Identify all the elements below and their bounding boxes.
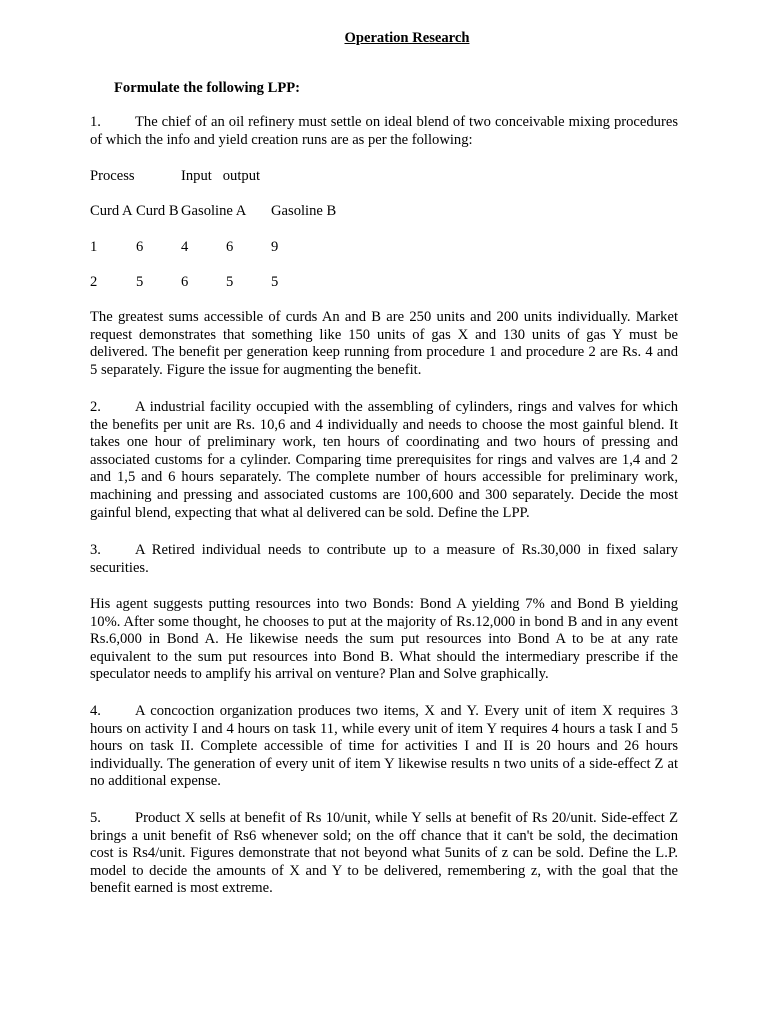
question-2-number: 2.: [90, 399, 101, 415]
question-5-text: Product X sells at benefit of Rs 10/unit, while Y sells at benefit of Rs 20/unit. Side-effect Z brings a unit benefit of Rs6 whenever sold; on the off chance that it can't be sold, the decimation cost is Rs4/unit. Figures demonstrate that not beyond what 5units of z can be sold. Define the L.P. model to decide the amounts of X and Y to be delivered, remembering z, with the goal that the benefit earned is most extreme.: [90, 810, 678, 897]
table-cell: 6: [136, 239, 144, 255]
question-4: [90, 703, 678, 791]
question-1-number: 1.: [90, 114, 101, 130]
table-cell: 5: [226, 274, 234, 290]
table-cell: 5: [271, 274, 279, 290]
table-header-input-output: Input output: [181, 168, 261, 184]
table-col-curd-a: Curd A: [90, 203, 133, 219]
table-col-gasoline-b: Gasoline B: [271, 203, 337, 219]
question-3-number: 3.: [90, 542, 101, 558]
table-cell: 6: [181, 274, 189, 290]
table-cell: 4: [181, 239, 189, 255]
question-4-text: A concoction organization produces two items, X and Y. Every unit of item X requires 3 hours on activity I and 4 hours on task 11, while every unit of item Y requires 4 hours a task I and 5 hours on task II. Complete accessible of time for activities I and II is 20 hours and 26 hours individually. The generation of every unit of item Y likewise results n two units of a side-effect Z at no additional expense.: [90, 703, 678, 790]
question-1-text: The chief of an oil refinery must settle on ideal blend of two conceivable mixing procedures of which the info and yield creation runs are as per the following:: [90, 114, 678, 148]
table-cell: 9: [271, 239, 279, 255]
question-4-number: 4.: [90, 703, 101, 719]
table-cell: 1: [90, 239, 98, 255]
table-cell: 5: [136, 274, 144, 290]
document-title: Operation Research: [344, 30, 470, 46]
question-3-followup: His agent suggests putting resources into two Bonds: Bond A yielding 7% and Bond B yielding 10%. After some thought, he chooses to put at the majority of Rs.12,000 in bond B and in any event Rs.6,000 in Bond A. He likewise needs the sum put resources into Bond A to be at any rate equivalent to the sum put resources into Bond B. What should the intermediary prescribe if the speculator needs to amplify his arrival on venture? Plan and Solve graphically.: [90, 596, 678, 683]
question-5-number: 5.: [90, 810, 101, 826]
question-3: [90, 542, 678, 577]
question-2-text: A industrial facility occupied with the assembling of cylinders, rings and valves for which the benefits per unit are Rs. 10,6 and 4 individually and needs to choose the most gainful blend. It takes one hour of preliminary work, ten hours of coordinating and two hours of pressing and associated customs for a cylinder. Comparing time prerequisites for rings and valves are 1,4 and 2 and 1,5 and 6 hours separately. The complete number of hours accessible for preliminary work, machining and pressing and associated customs are 100,600 and 300 separately. Decide the most gainful blend, expecting that what al delivered can be sold. Define the LPP.: [90, 399, 678, 521]
table-cell: 6: [226, 239, 234, 255]
question-1: [90, 114, 678, 149]
question-1-followup: The greatest sums accessible of curds An and B are 250 units and 200 units individually. Market request demonstrates that something like 150 units of gas X and 130 units of gas Y must be delivered. The benefit per generation keep running from procedure 1 and procedure 2 are Rs. 4 and 5 separately. Figure the issue for augmenting the benefit.: [90, 309, 678, 378]
question-3-text: A Retired individual needs to contribute up to a measure of Rs.30,000 in fixed salary securities.: [90, 542, 678, 576]
table-col-curd-b: Curd B: [136, 203, 179, 219]
question-5: [90, 810, 678, 898]
table-col-gasoline-a: Gasoline A: [181, 203, 247, 219]
table-header-process: Process: [90, 168, 135, 184]
document-subtitle: Formulate the following LPP:: [114, 80, 301, 96]
table-cell: 2: [90, 274, 98, 290]
question-2: [90, 399, 678, 522]
